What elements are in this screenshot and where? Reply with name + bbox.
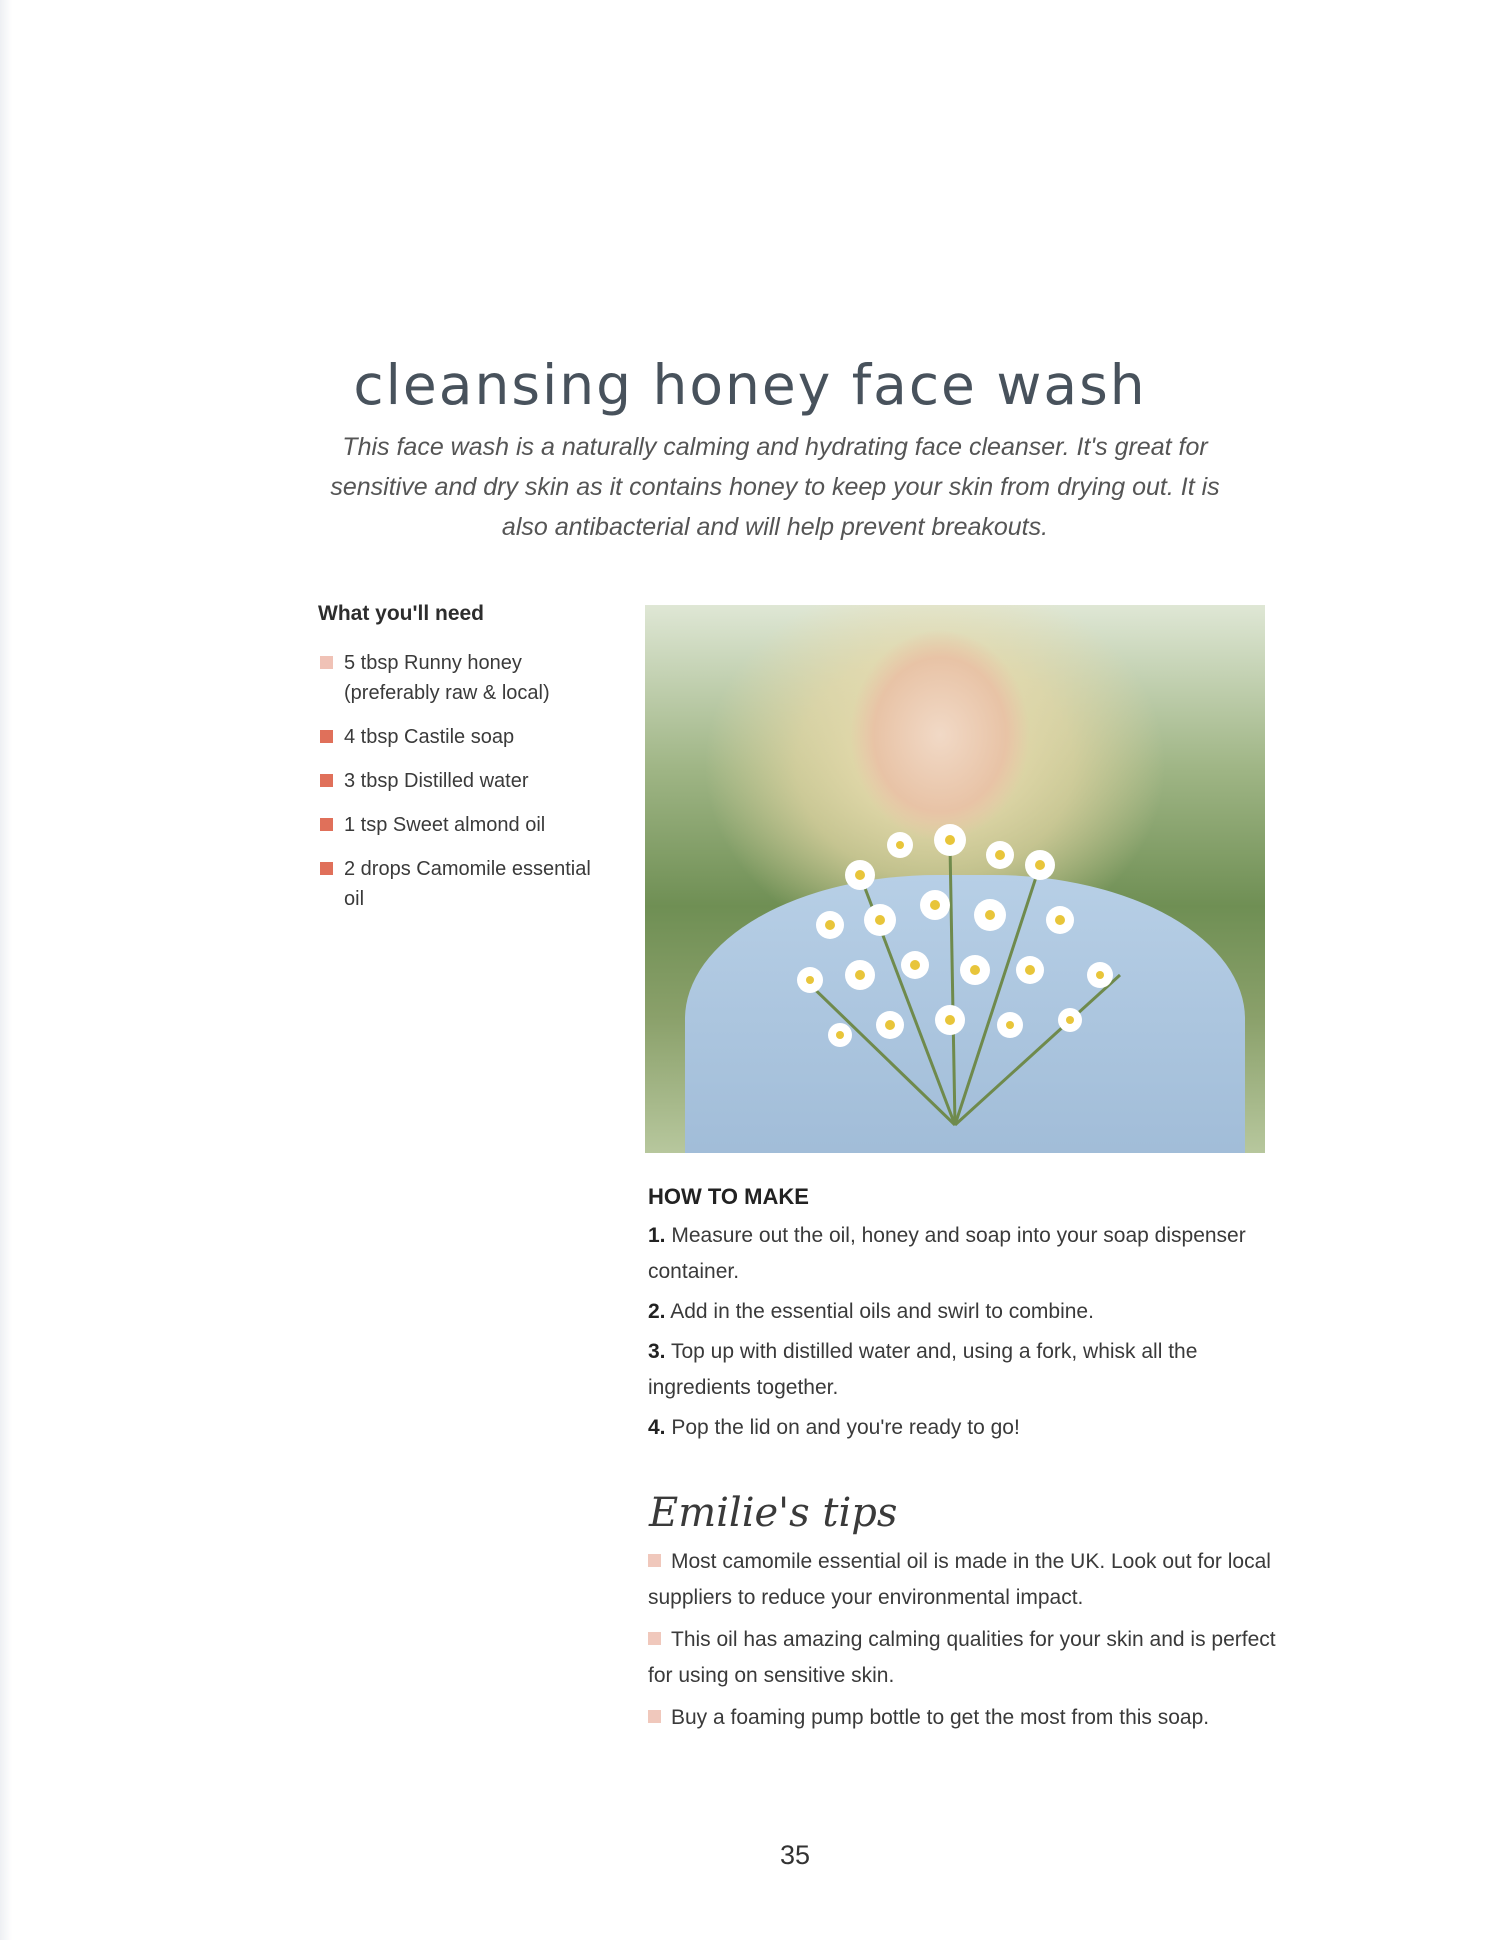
ingredient-item: 4 tbsp Castile soap (318, 722, 598, 752)
ingredient-item: 5 tbsp Runny honey (preferably raw & local) (318, 648, 598, 708)
page-number: 35 (779, 1840, 811, 1870)
bullet-icon (320, 730, 333, 743)
bullet-icon (648, 1554, 661, 1567)
tip-item: Buy a foaming pump bottle to get the most from this soap. (648, 1700, 1278, 1736)
tips-heading-text: Emilie's tips (649, 1490, 898, 1536)
recipe-title: cleansing honey face wash (353, 352, 1147, 417)
chamomile-bouquet (740, 755, 1170, 1135)
steps-list (648, 1218, 1268, 1450)
ingredients-list (318, 648, 598, 928)
page-edge (0, 0, 12, 1940)
ingredient-item: 2 drops Camomile essential oil (318, 854, 598, 914)
chamomile-photo (645, 605, 1265, 1153)
ingredients-heading: What you'll need (318, 602, 485, 625)
bullet-icon (320, 656, 333, 669)
ingredient-item: 3 tbsp Distilled water (318, 766, 598, 796)
step-item: 4. Pop the lid on and you're ready to go! (648, 1416, 1020, 1439)
bullet-icon (320, 862, 333, 875)
ingredient-item: 1 tsp Sweet almond oil (318, 810, 598, 840)
bullet-icon (320, 818, 333, 831)
recipe-intro: This face wash is a naturally calming and hydrating face cleanser. It's great for sensitive and dry skin as it contains honey to keep your skin from drying out. It is also antibacterial and will help prevent breakouts. (330, 433, 1220, 541)
step-item: 1. Measure out the oil, honey and soap into your soap dispenser container. (648, 1224, 1246, 1283)
tip-item: This oil has amazing calming qualities for your skin and is perfect for using on sensitive skin. (648, 1628, 1276, 1687)
tip-item: Most camomile essential oil is made in the UK. Look out for local suppliers to reduce your environmental impact. (648, 1550, 1271, 1609)
tips-heading (645, 1484, 905, 1544)
tips-list (648, 1544, 1278, 1742)
step-item: 3. Top up with distilled water and, using a fork, whisk all the ingredients together. (648, 1340, 1198, 1399)
step-item: 2. Add in the essential oils and swirl to combine. (648, 1300, 1094, 1323)
how-to-make-heading: HOW TO MAKE (648, 1184, 809, 1209)
bullet-icon (648, 1632, 661, 1645)
bullet-icon (648, 1710, 661, 1723)
bullet-icon (320, 774, 333, 787)
